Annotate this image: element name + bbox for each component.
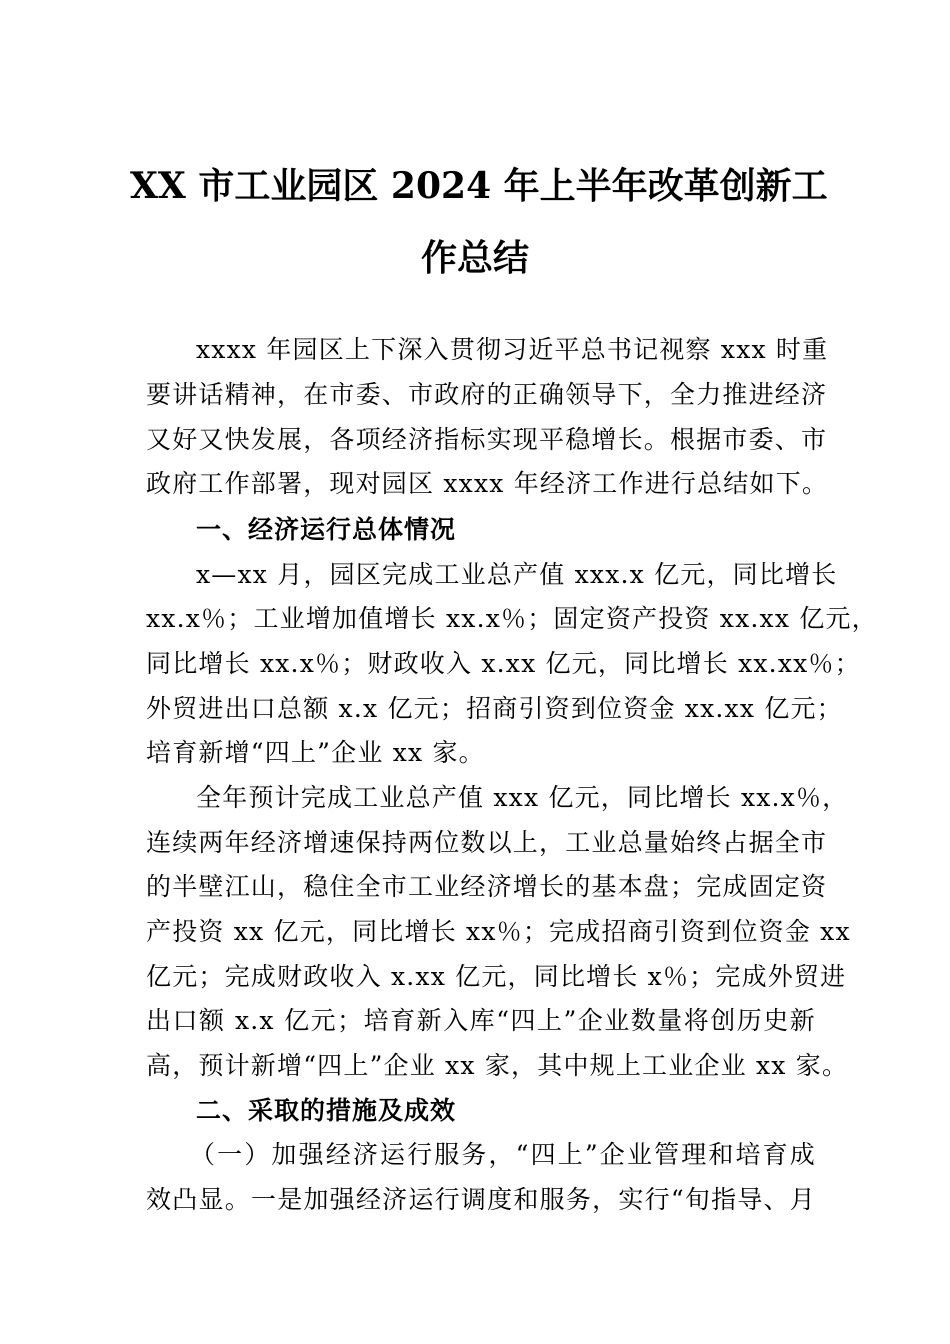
section-1-para-2-line: 的半壁江山，稳住全市工业经济增长的基本盘；完成固定资: [146, 872, 828, 901]
section-1-para-2-line: 全年预计完成工业总产值 xxx 亿元，同比增长 xx.x％，: [196, 783, 849, 812]
intro-line: 政府工作部署，现对园区 xxxx 年经济工作进行总结如下。: [146, 469, 829, 498]
section-1-para-2-line: 亿元；完成财政收入 x.xx 亿元，同比增长 x％；完成外贸进: [146, 962, 847, 991]
section-1-para-2-line: 产投资 xx 亿元，同比增长 xx％；完成招商引资到位资金 xx: [146, 917, 851, 946]
section-1-para-1-line: 培育新增“四上”企业 xx 家。: [146, 738, 485, 767]
section-2-para-1-line: 效凸显。一是加强经济运行调度和服务，实行“旬指导、月: [146, 1185, 816, 1214]
intro-line: 要讲话精神，在市委、市政府的正确领导下，全力推进经济: [146, 380, 828, 409]
intro-line: xxxx 年园区上下深入贯彻习近平总书记视察 xxx 时重: [196, 335, 829, 364]
intro-line: 又好又快发展，各项经济指标实现平稳增长。根据市委、市: [146, 425, 828, 454]
section-1-para-1-line: 外贸进出口总额 x.x 亿元；招商引资到位资金 xx.xx 亿元；: [146, 694, 843, 723]
document-title-line-1: XX 市工业园区 2024 年上半年改革创新工: [130, 165, 828, 207]
document-title-line-2: 作总结: [420, 237, 529, 279]
section-1-heading: 一、经济运行总体情况: [196, 515, 457, 544]
section-1-para-1-line: x—xx 月，园区完成工业总产值 xxx.x 亿元，同比增长: [196, 560, 838, 589]
section-1-para-1-line: 同比增长 xx.x％；财政收入 x.xx 亿元，同比增长 xx.xx％；: [146, 649, 861, 678]
section-1-para-2-line: 出口额 x.x 亿元；培育新入库“四上”企业数量将创历史新: [146, 1006, 816, 1035]
section-1-para-1-line: xx.x％；工业增加值增长 xx.x％；固定资产投资 xx.xx 亿元，: [146, 604, 878, 633]
section-2-heading: 二、采取的措施及成效: [196, 1096, 457, 1125]
section-1-para-2-line: 高，预计新增“四上”企业 xx 家，其中规上工业企业 xx 家。: [146, 1051, 849, 1080]
section-1-para-2-line: 连续两年经济增速保持两位数以上，工业总量始终占据全市: [146, 828, 828, 857]
section-2-para-1-line: （一）加强经济运行服务，“四上”企业管理和培育成: [190, 1140, 816, 1169]
